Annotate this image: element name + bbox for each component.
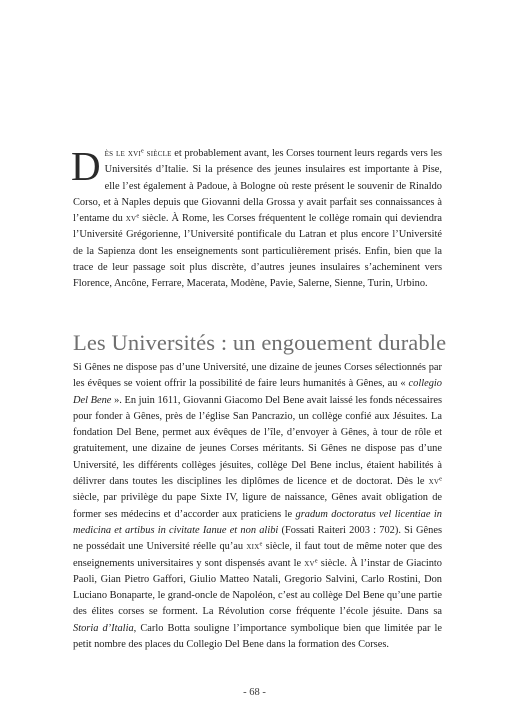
body-italic-3: Storia d’Italia	[73, 622, 134, 634]
intro-paragraph	[71, 143, 442, 293]
body-italic-1: collegio Del Bene	[73, 378, 442, 406]
body-text-5: siècle, il faut tout de même noter que des enseignements universitaires y sont dispensés avant le	[73, 541, 442, 569]
body-text-7: , Carlo Botta souligne l’importance symbolique bien que limitée par le petit nombre des places du Collegio Del Bene dans la formation des Corses.	[73, 622, 442, 651]
body-sup-2: e	[259, 540, 263, 548]
body-century-2: xix	[246, 541, 260, 553]
smallcaps-lead: ès le xvi	[104, 148, 141, 159]
body-century-3: xv	[304, 557, 315, 569]
smallcaps-lead-2: siècle	[143, 148, 172, 159]
section-heading: Les Universités : un engouement durable	[73, 330, 447, 355]
body-text-4: (Fossati Raiteri 2003 : 702). Si Gênes ne possédait une Université réelle qu’au	[73, 524, 442, 553]
century-smallcaps: xv	[125, 213, 137, 225]
lead-superscript: e	[140, 147, 144, 155]
intro-text-2: siècle. À Rome, les Corses fréquentent le collège romain qui deviendra l’Université Grégorienne, l’Université pontificale du Latran et plus encore l’Université de la Sapienza dont les enseignements sont particulièrement prisés. Enfin, bien que la trace de leur passage soit plus discrète, d’autres jeunes insulaires s’acheminent vers Florence, Ancône, Ferrare, Macerata, Modène, Pavie, Salerne, Sienne, Turin, Urbino.	[73, 213, 442, 290]
body-italic-2: gradum doctoratus vel licentiae in medicina et artibus in civitate Ianue et non alibi	[73, 508, 443, 536]
body-text-2: ». En juin 1611, Giovanni Giacomo Del Bene avait laissé les fonds nécessaires pour fonder à Gênes, près de l’église San Pancrazio, un collège confié aux Jésuites. La fondation Del Bene, permet aux évêques de l’île, d’envoyer à Gênes, à tour de rôle et gratuitement, une dizaine de jeunes Corses méritants. Si Gênes ne dispose pas d’une Université, les différents collèges jésuites, collège Del Bene inclus, étaient habilités à délivrer dans toutes les disciplines les diplômes de licence et de doctorat. Dès le	[73, 394, 443, 488]
body-sup-3: e	[314, 557, 318, 565]
drop-cap: D	[71, 143, 101, 189]
intro-text-1: et probablement avant, les Corses tournent leurs regards vers les Universités d’Italie. Si la présence des jeunes insulaires est importante à Pise, elle l’est également à Padoue, à Bologne où reste présent le souvenir de Rinaldo Corso, et à Naples depuis que Giovanni della Grossa y avait parfait ses connaissances à l’entame du	[73, 148, 442, 225]
body-paragraph	[73, 360, 442, 653]
body-century-1: xv	[428, 476, 440, 488]
page-number: - 68 -	[243, 687, 266, 698]
body-sup-1: e	[439, 475, 442, 483]
body-text-6: siècle. À l’instar de Giacinto Paoli, Gian Pietro Gaffori, Giulio Matteo Natali, Gregorio Salvini, Carlo Rostini, Don Luciano Bonaparte, le grand-oncle de Napoléon, c’est au collège Del Bene qu’une partie des élites corses se forment. La Révolution corse fréquente l’école jésuite. Dans sa	[73, 557, 442, 618]
century-superscript: e	[136, 212, 140, 220]
body-text-3: siècle, par privilège du pape Sixte IV, ligure de naissance, Gênes avait obligation de former ses médecins et d’accorder aux praticiens le	[73, 492, 442, 520]
body-text-1: Si Gênes ne dispose pas d’une Université, une dizaine de jeunes Corses sélectionnés par les évêques se voient offrir la possibilité de faire leurs humanités à Gênes, au «	[73, 362, 442, 390]
